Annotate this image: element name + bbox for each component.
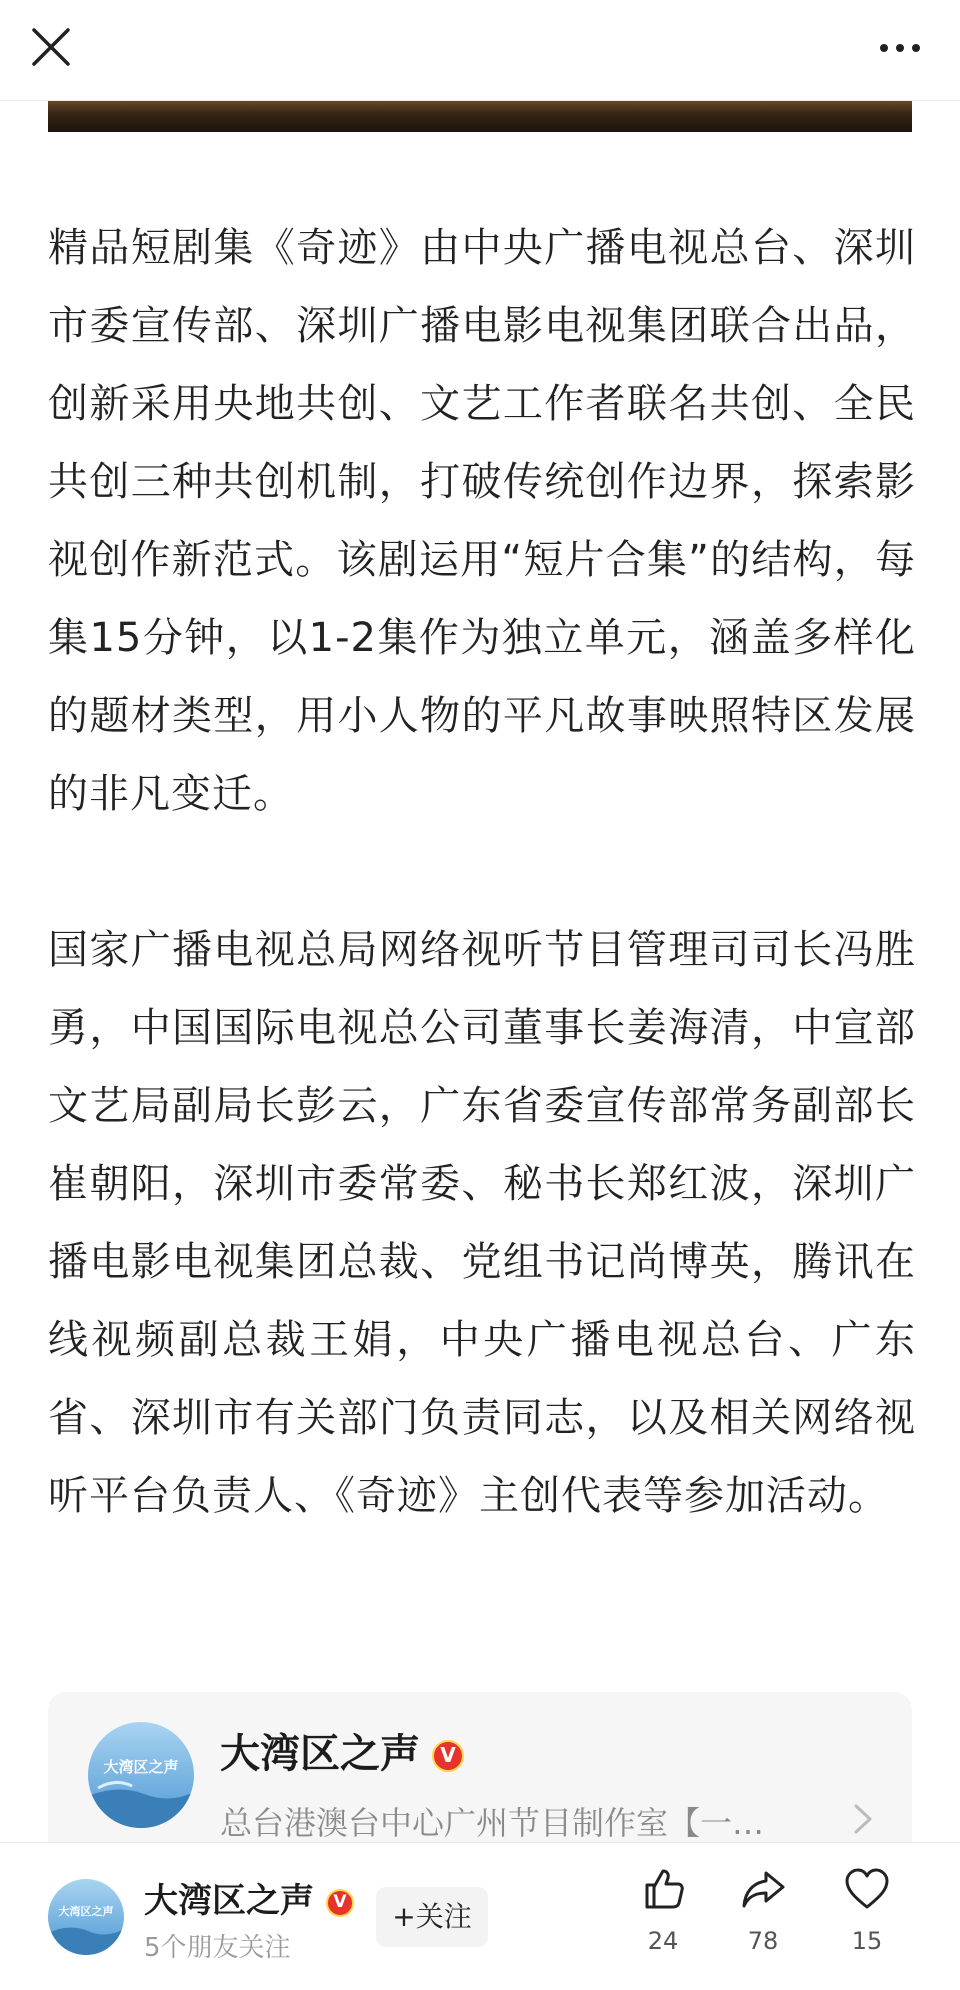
heart-icon — [843, 1865, 891, 1913]
favorite-button[interactable] — [822, 1865, 912, 1955]
follow-button[interactable]: +关注 — [376, 1887, 488, 1947]
article-paragraph-1: 精品短剧集《奇迹》由中央广播电视总台、深圳市委宣传部、深圳广播电影电视集团联合出品，创新采用央地共创、文艺工作者联名共创、全民共创三种共创机制，打破传统创作边界，探索影视创作新范式。该剧运用“短片合集”的结构，每集15分钟，以1-2集作为独立单元，涵盖多样化的题材类型，用小人物的平凡故事映照特区发展的非凡变迁。 — [48, 225, 916, 817]
verified-badge: V — [432, 1740, 464, 1772]
author-description: 总台港澳台中心广州节目制作室【一… — [220, 1804, 765, 1842]
thumbs-up-icon — [639, 1865, 687, 1913]
share-button[interactable] — [718, 1865, 808, 1955]
favorite-count: 15 — [851, 1927, 883, 1955]
bottom-author-name-text: 大湾区之声 — [144, 1881, 314, 1921]
author-name[interactable] — [220, 1722, 464, 1779]
bottom-verified-badge: V — [326, 1889, 354, 1917]
bottom-avatar-text: 大湾区之声 — [58, 1905, 114, 1918]
article-paragraph-2: 国家广播电视总局网络视听节目管理司司长冯胜勇，中国国际电视总公司董事长姜海清，中宣部文艺局副局长彭云，广东省委宣传部常务副部长崔朝阳，深圳市委常委、秘书长郑红波，深圳广播电影电视集团总裁、党组书记尚博英，腾讯在线视频副总裁王娟，中央广播电视总台、广东省、深圳市有关部门负责同志，以及相关网络视听平台负责人、《奇迹》主创代表等参加活动。 — [48, 927, 916, 1519]
close-icon — [22, 18, 82, 78]
more-icon — [870, 28, 930, 68]
bottom-author-avatar[interactable] — [48, 1879, 124, 1955]
bottom-author-name[interactable] — [144, 1873, 354, 1922]
close-button[interactable] — [22, 18, 82, 78]
top-bar — [0, 0, 960, 101]
friends-following-text: 5个朋友关注 — [144, 1933, 291, 1963]
share-icon — [739, 1865, 787, 1913]
chevron-right-icon — [852, 1802, 876, 1836]
article-image-bottom — [48, 100, 912, 132]
author-name-text: 大湾区之声 — [220, 1731, 420, 1777]
share-count: 78 — [747, 1927, 779, 1955]
bottom-bar — [0, 1842, 960, 1990]
more-options-button[interactable] — [870, 28, 930, 68]
author-avatar-text: 大湾区之声 — [103, 1758, 179, 1776]
author-avatar[interactable] — [88, 1722, 194, 1828]
like-button[interactable] — [618, 1865, 708, 1955]
like-count: 24 — [647, 1927, 679, 1955]
